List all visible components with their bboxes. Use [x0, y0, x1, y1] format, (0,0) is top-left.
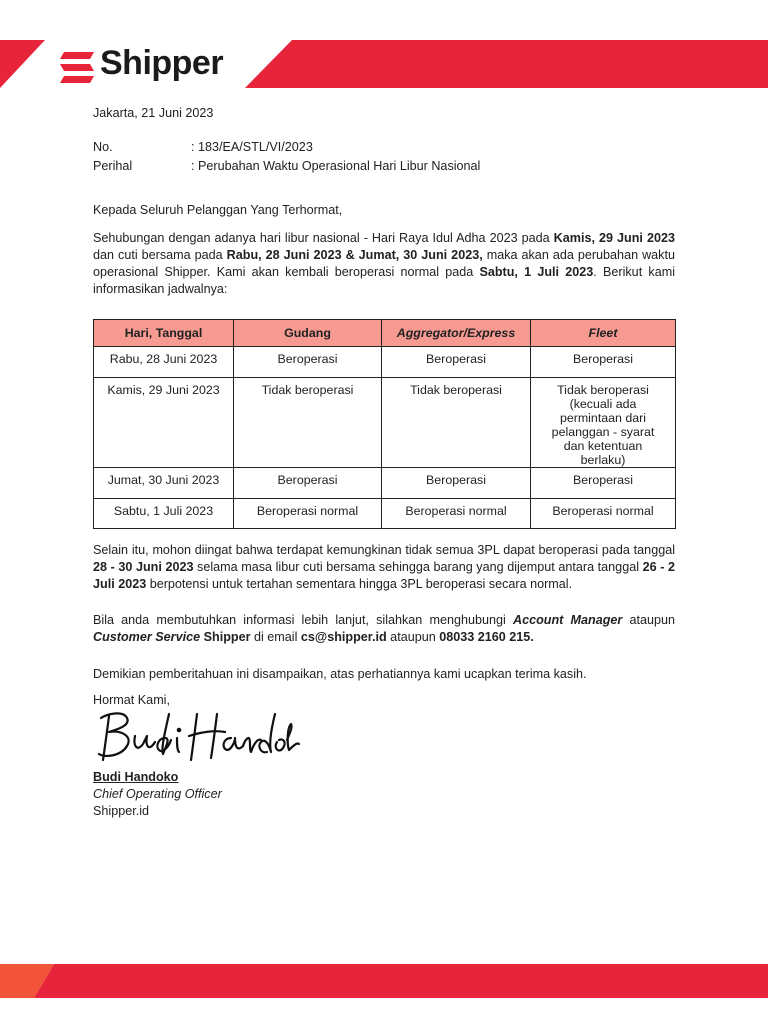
phone-number: 08033 2160 215. [439, 630, 534, 644]
text: maka akan ada perubahan waktu operasional Shipper. Kami akan kembali beroperasi normal pada [93, 248, 675, 279]
table-row [94, 499, 676, 529]
table-cell: Beroperasi [531, 468, 676, 499]
account-manager-text: Account Manager [512, 613, 623, 627]
signer-company: Shipper.id [93, 804, 150, 818]
table-cell: Rabu, 28 Juni 2023 [94, 347, 234, 378]
table-cell: Jumat, 30 Juni 2023 [94, 468, 234, 499]
footer-banner [0, 964, 768, 998]
schedule-table [93, 319, 676, 529]
number-value: : 183/EA/STL/VI/2023 [191, 140, 313, 154]
brand-name: Shipper [100, 44, 224, 82]
table-row [94, 378, 676, 468]
table-row [94, 347, 676, 378]
text: di email [250, 630, 301, 644]
table-cell: Tidak beroperasi (kecuali ada permintaan dari pelanggan - syarat dan ketentuan berlaku) [531, 378, 676, 468]
bold-date: Kamis, 29 Juni 2023 [553, 231, 675, 245]
signer-title: Chief Operating Officer [93, 787, 222, 801]
header-date: Hari, Tanggal [94, 320, 234, 347]
paragraph-intro [93, 230, 675, 298]
header-aggregator: Aggregator/Express [382, 320, 531, 347]
table-cell: Beroperasi [234, 468, 382, 499]
header-fleet: Fleet [531, 320, 676, 347]
table-cell: Beroperasi [382, 468, 531, 499]
text: Bila anda membutuhkan informasi lebih lanjut, silahkan menghubungi [93, 613, 513, 627]
table-cell: Tidak beroperasi [234, 378, 382, 468]
number-label: No. [93, 140, 113, 154]
subject-label: Perihal [93, 159, 133, 173]
table-cell: Beroperasi normal [531, 499, 676, 529]
subject-value: : Perubahan Waktu Operasional Hari Libur Nasional [191, 159, 481, 173]
number-row [93, 140, 313, 154]
bold-date: 26 - 2 Juli 2023 [93, 560, 675, 591]
text: ataupun [622, 613, 675, 627]
table-cell: Beroperasi [531, 347, 676, 378]
salutation: Kepada Seluruh Pelanggan Yang Terhormat, [93, 203, 343, 217]
bold-date: Rabu, 28 Juni 2023 & Jumat, 30 Juni 2023, [226, 248, 483, 262]
text: Sehubungan dengan adanya hari libur nasional - Hari Raya Idul Adha 2023 pada [93, 231, 554, 245]
subject-row [93, 159, 480, 173]
table-cell: Beroperasi normal [234, 499, 382, 529]
paragraph-contact [93, 612, 675, 646]
text: dan cuti bersama pada [93, 248, 227, 262]
bold-date: 28 - 30 Juni 2023 [93, 560, 194, 574]
table-cell: Kamis, 29 Juni 2023 [94, 378, 234, 468]
email-address: cs@shipper.id [300, 630, 387, 644]
text: ataupun [386, 630, 440, 644]
table-cell: Beroperasi [382, 347, 531, 378]
signer-name: Budi Handoko [93, 770, 179, 784]
table-header-row [94, 320, 676, 347]
closing-text: Demikian pemberitahuan ini disampaikan, atas perhatiannya kami ucapkan terima kasih. [93, 667, 587, 681]
place-date: Jakarta, 21 Juni 2023 [93, 106, 214, 120]
table-cell: Beroperasi normal [382, 499, 531, 529]
text: berpotensi untuk tertahan sementara hingga 3PL beroperasi secara normal. [146, 577, 573, 591]
text: . Berikut kami informasikan jadwalnya: [93, 265, 675, 296]
text: Shipper [200, 630, 251, 644]
customer-service-text: Customer Service [93, 630, 201, 644]
signature-image [93, 700, 303, 772]
shipper-logo-icon [58, 46, 98, 90]
table-cell: Beroperasi [234, 347, 382, 378]
regards-text: Hormat Kami, [93, 693, 170, 707]
table-cell: Sabtu, 1 Juli 2023 [94, 499, 234, 529]
header-warehouse: Gudang [234, 320, 382, 347]
table-cell: Tidak beroperasi [382, 378, 531, 468]
text: Selain itu, mohon diingat bahwa terdapat kemungkinan tidak semua 3PL dapat beroperasi pada tanggal [93, 543, 675, 557]
paragraph-3pl-notice [93, 542, 675, 593]
table-row [94, 468, 676, 499]
text: selama masa libur cuti bersama sehingga barang yang dijemput antara tanggal [193, 560, 643, 574]
bold-date: Sabtu, 1 Juli 2023 [479, 265, 594, 279]
